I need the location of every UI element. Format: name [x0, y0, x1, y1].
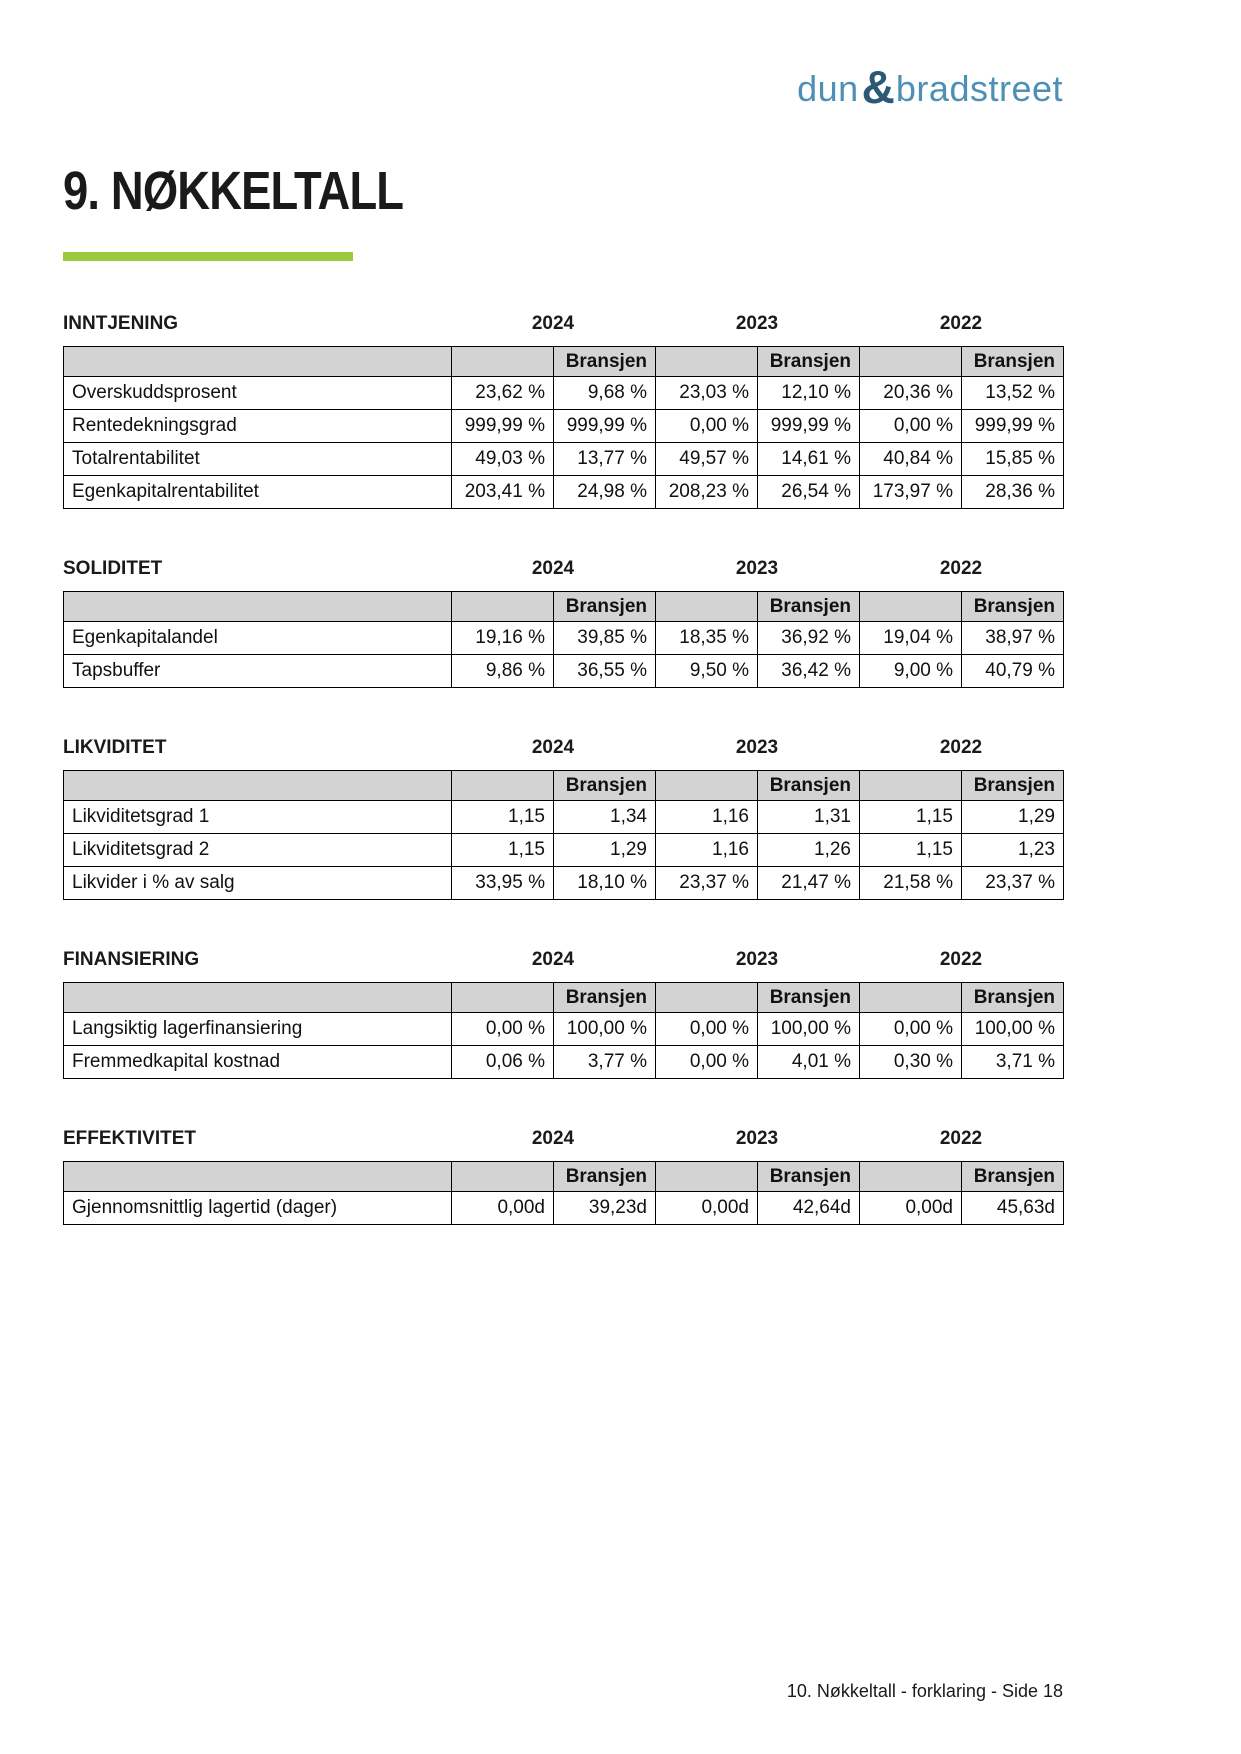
section-header: [63, 558, 1063, 582]
metric-value-cell: 4,01 %: [758, 1046, 860, 1079]
year-label: 2024: [531, 949, 575, 970]
section-header: [63, 313, 1063, 337]
metric-value-cell: 23,62 %: [452, 377, 554, 410]
year-label: 2022: [939, 737, 983, 758]
metric-value-cell: 1,15: [452, 801, 554, 834]
metric-value-cell: 19,04 %: [860, 622, 962, 655]
metric-value-cell: 3,71 %: [962, 1046, 1064, 1079]
metric-value-cell: 20,36 %: [860, 377, 962, 410]
metric-value-cell: 18,35 %: [656, 622, 758, 655]
bransjen-header-cell: Bransjen: [962, 983, 1064, 1013]
bransjen-header-cell: Bransjen: [758, 771, 860, 801]
year-labels: [451, 949, 1063, 971]
page-title: 9. NØKKELTALL: [63, 161, 404, 221]
metric-value-cell: 0,30 %: [860, 1046, 962, 1079]
metric-value-cell: 0,00 %: [656, 1046, 758, 1079]
metric-value-cell: 1,16: [656, 834, 758, 867]
year-labels: [451, 737, 1063, 759]
bransjen-header-cell: Bransjen: [962, 347, 1064, 377]
year-labels: [451, 558, 1063, 580]
kpi-section: [63, 313, 1063, 509]
metric-value-cell: 36,55 %: [554, 655, 656, 688]
metric-value-cell: 45,63d: [962, 1192, 1064, 1225]
metric-value-cell: 0,06 %: [452, 1046, 554, 1079]
metric-value-cell: 40,79 %: [962, 655, 1064, 688]
value-header-cell: [860, 1162, 962, 1192]
metric-value-cell: 13,52 %: [962, 377, 1064, 410]
year-label: 2022: [939, 1128, 983, 1149]
table-row: [64, 801, 1064, 834]
metric-value-cell: 23,03 %: [656, 377, 758, 410]
section-title: EFFEKTIVITET: [63, 1128, 196, 1149]
metric-value-cell: 40,84 %: [860, 443, 962, 476]
kpi-table: [63, 591, 1064, 688]
metric-value-cell: 999,99 %: [452, 410, 554, 443]
metric-value-cell: 999,99 %: [554, 410, 656, 443]
bransjen-header-cell: Bransjen: [758, 347, 860, 377]
kpi-section: [63, 737, 1063, 900]
metric-value-cell: 100,00 %: [554, 1013, 656, 1046]
dun-bradstreet-logo: [797, 61, 1063, 113]
year-label: 2022: [939, 949, 983, 970]
table-row: [64, 867, 1064, 900]
year-labels: [451, 1128, 1063, 1150]
metric-value-cell: 1,16: [656, 801, 758, 834]
metric-value-cell: 208,23 %: [656, 476, 758, 509]
value-header-cell: [656, 347, 758, 377]
year-label: 2023: [735, 949, 779, 970]
table-row: [64, 377, 1064, 410]
logo-row: [63, 0, 1063, 113]
page-footer: [787, 1681, 1063, 1702]
section-title: INNTJENING: [63, 313, 179, 334]
metric-value-cell: 1,15: [860, 834, 962, 867]
metric-label-cell: Rentedekningsgrad: [64, 410, 452, 443]
metric-value-cell: 999,99 %: [758, 410, 860, 443]
metric-value-cell: 1,26: [758, 834, 860, 867]
logo-word-bradstreet: bradstreet: [895, 68, 1063, 109]
metric-value-cell: 36,92 %: [758, 622, 860, 655]
table-row: [64, 476, 1064, 509]
metric-value-cell: 9,86 %: [452, 655, 554, 688]
bransjen-header-cell: Bransjen: [554, 771, 656, 801]
label-header-cell: [64, 592, 452, 622]
table-header-row: [64, 1162, 1064, 1192]
metric-value-cell: 19,16 %: [452, 622, 554, 655]
table-row: [64, 1013, 1064, 1046]
year-label: 2024: [531, 737, 575, 758]
bransjen-header-cell: Bransjen: [758, 1162, 860, 1192]
metric-value-cell: 24,98 %: [554, 476, 656, 509]
metric-value-cell: 42,64d: [758, 1192, 860, 1225]
metric-label-cell: Fremmedkapital kostnad: [64, 1046, 452, 1079]
bransjen-header-cell: Bransjen: [758, 592, 860, 622]
metric-value-cell: 999,99 %: [962, 410, 1064, 443]
bransjen-header-cell: Bransjen: [758, 983, 860, 1013]
metric-value-cell: 9,68 %: [554, 377, 656, 410]
table-row: [64, 655, 1064, 688]
kpi-section: [63, 558, 1063, 688]
year-label: 2022: [939, 313, 983, 334]
metric-label-cell: Gjennomsnittlig lagertid (dager): [64, 1192, 452, 1225]
value-header-cell: [452, 347, 554, 377]
metric-label-cell: Likviditetsgrad 2: [64, 834, 452, 867]
metric-value-cell: 0,00 %: [656, 1013, 758, 1046]
metric-value-cell: 203,41 %: [452, 476, 554, 509]
table-row: [64, 622, 1064, 655]
metric-value-cell: 0,00 %: [860, 410, 962, 443]
metric-value-cell: 1,29: [554, 834, 656, 867]
year-label: 2023: [735, 737, 779, 758]
year-label: 2024: [531, 558, 575, 579]
year-label: 2024: [531, 313, 575, 334]
section-header: [63, 1128, 1063, 1152]
metric-value-cell: 49,57 %: [656, 443, 758, 476]
value-header-cell: [656, 983, 758, 1013]
label-header-cell: [64, 347, 452, 377]
value-header-cell: [656, 1162, 758, 1192]
metric-label-cell: Likviditetsgrad 1: [64, 801, 452, 834]
metric-value-cell: 18,10 %: [554, 867, 656, 900]
metric-value-cell: 0,00 %: [656, 410, 758, 443]
table-header-row: [64, 983, 1064, 1013]
bransjen-header-cell: Bransjen: [554, 347, 656, 377]
metric-value-cell: 1,31: [758, 801, 860, 834]
metric-value-cell: 1,29: [962, 801, 1064, 834]
bransjen-header-cell: Bransjen: [962, 771, 1064, 801]
metric-label-cell: Totalrentabilitet: [64, 443, 452, 476]
metric-label-cell: Egenkapitalrentabilitet: [64, 476, 452, 509]
section-title: SOLIDITET: [63, 558, 163, 579]
metric-value-cell: 28,36 %: [962, 476, 1064, 509]
year-label: 2023: [735, 558, 779, 579]
section-header: [63, 949, 1063, 973]
metric-value-cell: 21,47 %: [758, 867, 860, 900]
footer-text: 10. Nøkkeltall - forklaring - Side 18: [786, 1681, 1063, 1701]
year-labels: [451, 313, 1063, 335]
metric-label-cell: Tapsbuffer: [64, 655, 452, 688]
bransjen-header-cell: Bransjen: [554, 592, 656, 622]
metric-value-cell: 1,15: [452, 834, 554, 867]
year-label: 2023: [735, 1128, 779, 1149]
bransjen-header-cell: Bransjen: [554, 1162, 656, 1192]
table-header-row: [64, 347, 1064, 377]
metric-value-cell: 36,42 %: [758, 655, 860, 688]
metric-value-cell: 100,00 %: [962, 1013, 1064, 1046]
metric-value-cell: 23,37 %: [656, 867, 758, 900]
metric-value-cell: 39,23d: [554, 1192, 656, 1225]
value-header-cell: [860, 347, 962, 377]
value-header-cell: [452, 1162, 554, 1192]
metric-value-cell: 13,77 %: [554, 443, 656, 476]
metric-value-cell: 15,85 %: [962, 443, 1064, 476]
metric-value-cell: 0,00d: [860, 1192, 962, 1225]
metric-value-cell: 1,15: [860, 801, 962, 834]
metric-value-cell: 1,23: [962, 834, 1064, 867]
value-header-cell: [452, 983, 554, 1013]
metric-value-cell: 49,03 %: [452, 443, 554, 476]
kpi-table: [63, 346, 1064, 509]
value-header-cell: [860, 771, 962, 801]
year-label: 2023: [735, 313, 779, 334]
metric-value-cell: 38,97 %: [962, 622, 1064, 655]
table-header-row: [64, 771, 1064, 801]
label-header-cell: [64, 983, 452, 1013]
metric-label-cell: Langsiktig lagerfinansiering: [64, 1013, 452, 1046]
metric-value-cell: 3,77 %: [554, 1046, 656, 1079]
metric-value-cell: 39,85 %: [554, 622, 656, 655]
table-row: [64, 1046, 1064, 1079]
section-title: FINANSIERING: [63, 949, 200, 970]
label-header-cell: [64, 1162, 452, 1192]
kpi-table: [63, 1161, 1064, 1225]
table-row: [64, 410, 1064, 443]
bransjen-header-cell: Bransjen: [554, 983, 656, 1013]
metric-value-cell: 9,00 %: [860, 655, 962, 688]
metric-value-cell: 0,00 %: [860, 1013, 962, 1046]
bransjen-header-cell: Bransjen: [962, 1162, 1064, 1192]
metric-value-cell: 26,54 %: [758, 476, 860, 509]
kpi-table: [63, 770, 1064, 900]
logo-word-dun: dun: [797, 68, 859, 109]
metric-value-cell: 14,61 %: [758, 443, 860, 476]
section-header: [63, 737, 1063, 761]
metric-value-cell: 0,00 %: [452, 1013, 554, 1046]
metric-value-cell: 1,34: [554, 801, 656, 834]
value-header-cell: [452, 771, 554, 801]
metric-value-cell: 12,10 %: [758, 377, 860, 410]
metric-value-cell: 0,00d: [452, 1192, 554, 1225]
metric-label-cell: Egenkapitalandel: [64, 622, 452, 655]
metric-value-cell: 33,95 %: [452, 867, 554, 900]
value-header-cell: [452, 592, 554, 622]
metric-label-cell: Overskuddsprosent: [64, 377, 452, 410]
metric-label-cell: Likvider i % av salg: [64, 867, 452, 900]
table-header-row: [64, 592, 1064, 622]
kpi-section: [63, 949, 1063, 1079]
metric-value-cell: 0,00d: [656, 1192, 758, 1225]
table-row: [64, 1192, 1064, 1225]
report-page-content: [63, 0, 1063, 1225]
table-row: [64, 834, 1064, 867]
year-label: 2022: [939, 558, 983, 579]
value-header-cell: [656, 771, 758, 801]
value-header-cell: [656, 592, 758, 622]
metric-value-cell: 173,97 %: [860, 476, 962, 509]
kpi-sections-container: [63, 313, 1063, 1225]
metric-value-cell: 100,00 %: [758, 1013, 860, 1046]
year-label: 2024: [531, 1128, 575, 1149]
title-underline-bar: [63, 252, 353, 261]
ampersand-icon: &: [861, 61, 895, 113]
value-header-cell: [860, 592, 962, 622]
section-title: LIKVIDITET: [63, 737, 167, 758]
metric-value-cell: 9,50 %: [656, 655, 758, 688]
metric-value-cell: 23,37 %: [962, 867, 1064, 900]
bransjen-header-cell: Bransjen: [962, 592, 1064, 622]
kpi-table: [63, 982, 1064, 1079]
kpi-section: [63, 1128, 1063, 1225]
table-row: [64, 443, 1064, 476]
label-header-cell: [64, 771, 452, 801]
metric-value-cell: 21,58 %: [860, 867, 962, 900]
value-header-cell: [860, 983, 962, 1013]
